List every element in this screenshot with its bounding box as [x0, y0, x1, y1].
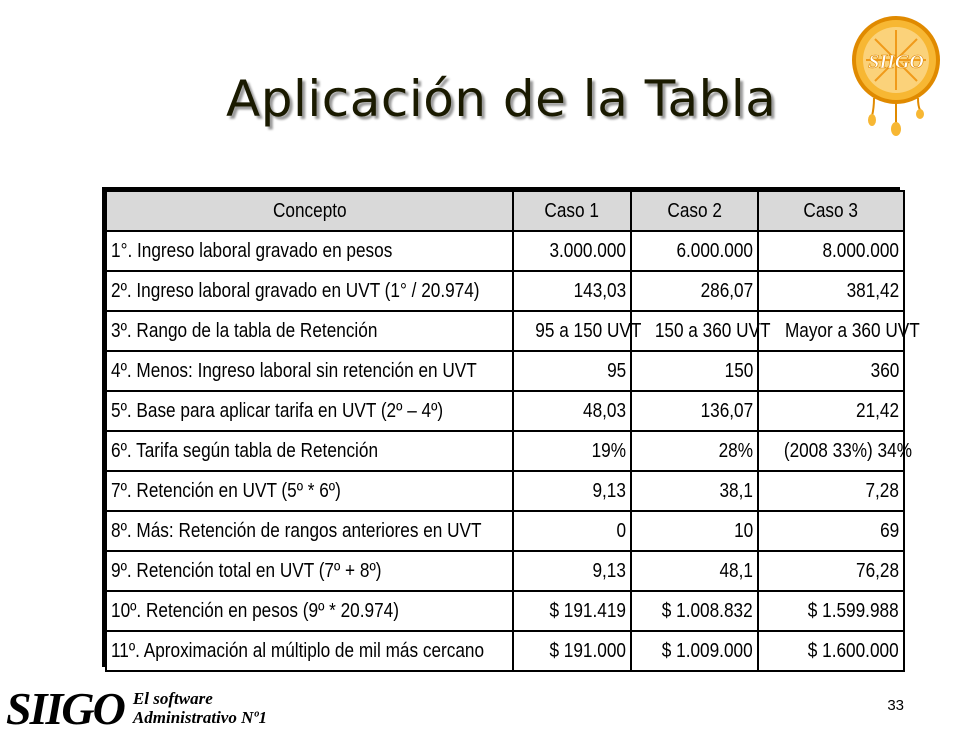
row-value-cell-caso-1: $ 191.000: [513, 631, 631, 671]
table-row: [106, 271, 904, 311]
row-concept-cell: 4º. Menos: Ingreso laboral sin retención en UVT: [106, 351, 513, 391]
row-value-cell-caso-2: 38,1: [631, 471, 758, 511]
row-value-cell-caso-2: 28%: [631, 431, 758, 471]
row-value-cell-caso-3: 381,42: [758, 271, 904, 311]
table-row: [106, 471, 904, 511]
row-concept-cell: 9º. Retención total en UVT (7º + 8º): [106, 551, 513, 591]
brand-tagline: [133, 689, 267, 727]
row-value-cell-caso-2: 10: [631, 511, 758, 551]
brand-tagline-line2: Administrativo Nº1: [132, 708, 267, 727]
row-value-cell-caso-2: $ 1.008.832: [631, 591, 758, 631]
row-value-cell-caso-1: 9,13: [513, 551, 631, 591]
row-value-cell-caso-2: 150 a 360 UVT: [631, 311, 758, 351]
header-caso-3: Caso 3: [758, 191, 904, 231]
table-header-row: [106, 191, 904, 231]
row-value-cell-caso-2: 286,07: [631, 271, 758, 311]
row-value-cell-caso-1: 9,13: [513, 471, 631, 511]
orange-logo-text: SIIGO: [868, 51, 924, 73]
row-value-cell-caso-3: (2008 33%) 34%: [758, 431, 904, 471]
row-value-cell-caso-1: 143,03: [513, 271, 631, 311]
header-caso-2: Caso 2: [631, 191, 758, 231]
row-value-cell-caso-2: 6.000.000: [631, 231, 758, 271]
brand-tagline-line1: El software: [132, 689, 213, 708]
row-value-cell-caso-3: 360: [758, 351, 904, 391]
row-value-cell-caso-1: 0: [513, 511, 631, 551]
table-row: [106, 231, 904, 271]
page-number: 33: [887, 697, 904, 714]
row-value-cell-caso-3: 69: [758, 511, 904, 551]
row-value-cell-caso-3: 7,28: [758, 471, 904, 511]
table-row: [106, 351, 904, 391]
row-concept-cell: 7º. Retención en UVT (5º * 6º): [106, 471, 513, 511]
row-value-cell-caso-3: 8.000.000: [758, 231, 904, 271]
slide-title: Aplicación de la Tabla: [226, 70, 777, 128]
row-concept-cell: 11º. Aproximación al múltiplo de mil más cercano: [106, 631, 513, 671]
brand-name: SIIGO: [6, 683, 124, 734]
row-concept-cell: 1°. Ingreso laboral gravado en pesos: [106, 231, 513, 271]
table-row: [106, 431, 904, 471]
row-value-cell-caso-2: $ 1.009.000: [631, 631, 758, 671]
table-row: [106, 311, 904, 351]
row-concept-cell: 2º. Ingreso laboral gravado en UVT (1° / 20.974): [106, 271, 513, 311]
row-value-cell-caso-3: 21,42: [758, 391, 904, 431]
siigo-brand-logo: [6, 683, 267, 734]
table-row: [106, 391, 904, 431]
row-value-cell-caso-1: 48,03: [513, 391, 631, 431]
retention-table: [102, 187, 920, 667]
row-value-cell-caso-3: $ 1.600.000: [758, 631, 904, 671]
row-value-cell-caso-1: $ 191.419: [513, 591, 631, 631]
row-concept-cell: 3º. Rango de la tabla de Retención: [106, 311, 513, 351]
row-value-cell-caso-3: $ 1.599.988: [758, 591, 904, 631]
siigo-orange-logo-icon: [846, 12, 946, 137]
row-value-cell-caso-1: 3.000.000: [513, 231, 631, 271]
table-row: [106, 511, 904, 551]
row-value-cell-caso-3: 76,28: [758, 551, 904, 591]
row-value-cell-caso-1: 19%: [513, 431, 631, 471]
row-concept-cell: 10º. Retención en pesos (9º * 20.974): [106, 591, 513, 631]
row-value-cell-caso-2: 48,1: [631, 551, 758, 591]
row-value-cell-caso-1: 95: [513, 351, 631, 391]
row-concept-cell: 5º. Base para aplicar tarifa en UVT (2º – 4º): [106, 391, 513, 431]
row-concept-cell: 8º. Más: Retención de rangos anteriores en UVT: [106, 511, 513, 551]
header-concepto: Concepto: [106, 191, 513, 231]
row-value-cell-caso-1: 95 a 150 UVT: [513, 311, 631, 351]
row-concept-cell: 6º. Tarifa según tabla de Retención: [106, 431, 513, 471]
row-value-cell-caso-3: Mayor a 360 UVT: [758, 311, 904, 351]
table-row: [106, 591, 904, 631]
table-row: [106, 631, 904, 671]
table-row: [106, 551, 904, 591]
row-value-cell-caso-2: 136,07: [631, 391, 758, 431]
row-value-cell-caso-2: 150: [631, 351, 758, 391]
header-caso-1: Caso 1: [513, 191, 631, 231]
